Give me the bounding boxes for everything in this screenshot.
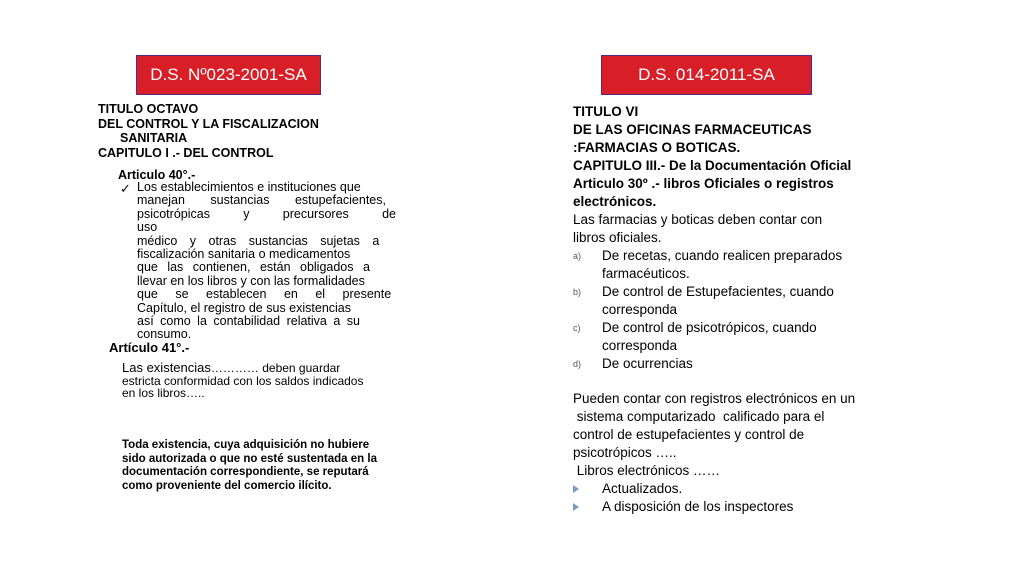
intro-line: libros oficiales. (573, 230, 662, 245)
right-heading-line: Articulo 30º .- libros Oficiales o registros (573, 176, 834, 191)
list-item (573, 247, 873, 283)
right-heading-line: DE LAS OFICINAS FARMACEUTICAS (573, 122, 812, 137)
body-line: médico y otras sustancias sujetas a (137, 233, 380, 248)
heading-line: DEL CONTROL Y LA FISCALIZACION (98, 116, 319, 131)
right-heading-line: CAPITULO III.- De la Documentación Oficial (573, 158, 852, 173)
arrow-item-label: Actualizados. (602, 481, 683, 496)
body-line: estricta conformidad con los saldos indicados (122, 373, 364, 388)
arrow-item (573, 480, 873, 498)
list-item (573, 283, 873, 319)
body-line: llevar en los libros y con las formalidades (137, 273, 365, 288)
spacer (573, 373, 873, 390)
arrow-item-label: A disposición de los inspectores (602, 499, 794, 514)
right-column (573, 103, 873, 516)
right-decree-title-box (601, 55, 812, 95)
list-item-line: De ocurrencias (602, 356, 693, 371)
list-item-line: corresponda (602, 338, 678, 353)
note-line: sido autorizada o que no esté sustentada en la (122, 452, 377, 465)
para-line: Pueden contar con registros electrónicos en un (573, 391, 856, 406)
list-marker: a) (573, 251, 582, 261)
intro-line: Las farmacias y boticas deben contar con (573, 212, 823, 227)
body-line: que las contienen, están obligados a (137, 260, 370, 275)
list-item-line: De control de Estupefacientes, cuando (602, 284, 834, 299)
list-marker: b) (573, 287, 582, 297)
list-marker: d) (573, 359, 582, 369)
article-40-body (137, 181, 396, 342)
para-line: control de estupefacientes y control de (573, 427, 805, 442)
body-line: Capítulo, el registro de sus existencias (137, 300, 351, 315)
left-decree-title-box (136, 55, 321, 95)
para-line: psicotrópicos ….. (573, 445, 677, 460)
arrow-item (573, 498, 873, 516)
list-item (573, 355, 873, 373)
article-41-title: Artículo 41°.- (109, 340, 190, 355)
heading-line: SANITARIA (120, 131, 188, 145)
list-item-line: De recetas, cuando realicen preparados (602, 248, 843, 263)
body-line: Los establecimientos e instituciones que (137, 180, 361, 194)
left-decree-title: D.S. Nº023-2001-SA (150, 65, 307, 84)
body-line: psicotrópicas y precursores de uso (137, 206, 396, 235)
para-line: Libros electrónicos …… (573, 463, 721, 478)
article-41-body (122, 362, 397, 400)
right-heading-line: :FARMACIAS O BOTICAS. (573, 140, 741, 155)
arrow-bullet-icon (573, 485, 579, 493)
body-line: que se establecen en el presente (137, 287, 392, 302)
para-line: sistema computarizado calificado para el (573, 409, 825, 424)
list-item-line: farmacéuticos. (602, 266, 690, 281)
article-41-bold-note (122, 439, 402, 493)
body-line: en los libros….. (122, 386, 205, 400)
list-marker: c) (573, 323, 581, 333)
note-line: documentación correspondiente, se reputará (122, 466, 369, 478)
body-line (122, 362, 397, 375)
right-heading-line: TITULO VI (573, 104, 639, 119)
list-item-line: De control de psicotrópicos, cuando (602, 320, 817, 335)
list-item-line: corresponda (602, 302, 678, 317)
body-line: fiscalización sanitaria o medicamentos (137, 247, 351, 262)
checkmark-icon: ✓ (120, 181, 131, 196)
heading-line: TITULO OCTAVO (98, 102, 199, 116)
note-line: Toda existencia, cuya adquisición no hubiere (122, 439, 370, 451)
article-40-title: Articulo 40°.- (118, 168, 196, 182)
heading-line: CAPITULO I .- DEL CONTROL (98, 145, 274, 160)
body-line: así como la contabilidad relativa a su (137, 314, 360, 329)
list-item (573, 319, 873, 355)
left-heading (98, 102, 319, 160)
body-line: manejan sustancias estupefacientes, (137, 193, 386, 208)
existencias-rest: ………… deben guardar (210, 361, 341, 375)
arrow-bullet-icon (573, 503, 579, 511)
note-line: como proveniente del comercio ilícito. (122, 479, 332, 492)
right-heading-line: electrónicos. (573, 194, 657, 209)
existencias-lead: Las existencias (122, 360, 211, 375)
body-line: consumo. (137, 327, 192, 342)
right-decree-title: D.S. 014-2011-SA (638, 65, 775, 84)
